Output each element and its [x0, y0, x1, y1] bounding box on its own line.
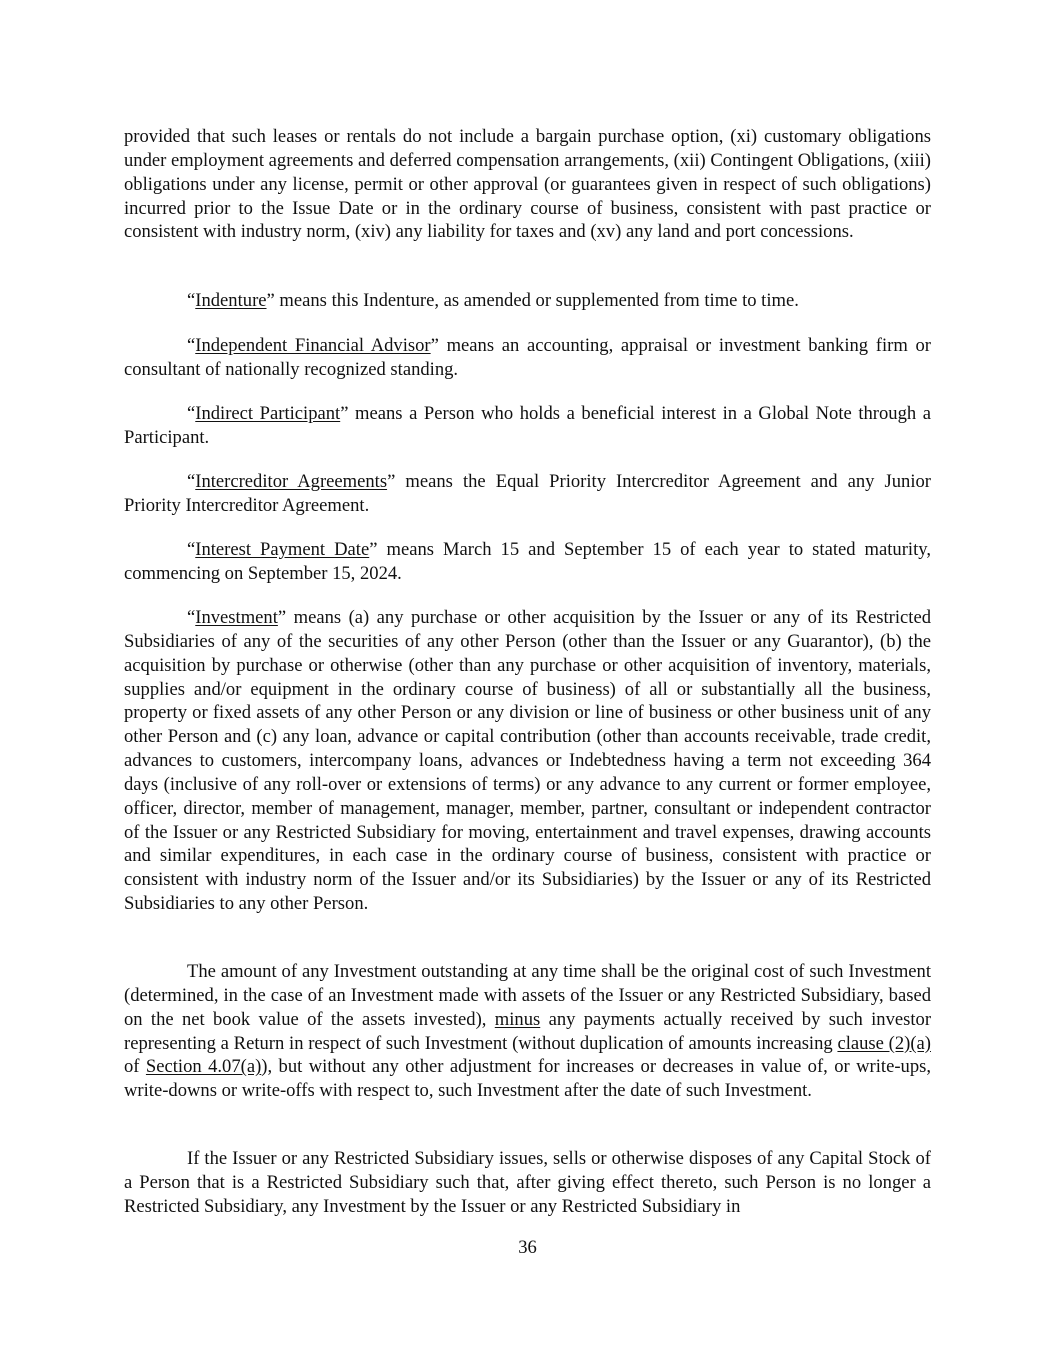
emphasis-minus: minus — [494, 1008, 541, 1030]
paragraph-text: provided that such leases or rentals do not include a bargain purchase option, (xi) customary obligations under employment agreements and deferred compensation arrangements, (xii) Contingent Obligations, (xiii) obligations under any license, permit or other approval (or guarantees given in respect of such obligations) incurred prior to the Issue Date or in the ordinary course of business, consistent with past practice or consistent with industry norm, (xiv) any liability for taxes and (xv) any land and port concessions. — [124, 126, 931, 243]
defined-term: Indirect Participant — [195, 403, 341, 424]
definition-text: ” means the Equal Priority Intercreditor Agreement and any Junior Priority Intercreditor Agreement. — [124, 471, 931, 516]
paragraph-text: If the Issuer or any Restricted Subsidiary issues, sells or otherwise disposes of any Capital Stock of a Person that is a Restricted Subsidiary such that, after giving effect thereto, such Person is no longer a Restricted Subsidiary, any Investment by the Issuer or any Restricted Subsidiary in — [124, 1148, 931, 1217]
cross-reference-clause: clause (2)(a) — [837, 1032, 931, 1054]
defined-term: Investment — [195, 607, 278, 628]
paragraph-disposition — [124, 1147, 931, 1219]
definition-text: ” means (a) any purchase or other acquisition by the Issuer or any of its Restricted Subsidiaries of any of the securities of any other Person (other than the Issuer or any Guarantor), (b) the acquisition by purchase or otherwise (other than any purchase or other acquisition of inventory, materials, supplies and/or equipment in the ordinary course of business) of all or substantially all the business, property or fixed assets of any other Person or any division or line of business or other business unit of any other Person and (c) any loan, advance or capital contribution (other than accounts receivable, trade credit, advances to customers, intercompany loans, advances or Indebtedness having a term not exceeding 364 days (inclusive of any roll-over or extensions of terms) or any advance to any current or former employee, officer, director, member of management, manager, member, partner, consultant or independent contractor of the Issuer or any Restricted Subsidiary for moving, entertainment and travel expenses, drawing accounts and similar expenditures, in each case in the ordinary course of business, consistent with practice or consistent with industry norm of the Issuer and/or its Subsidiaries) by the Issuer or any of its Restricted Subsidiaries to any other Person. — [124, 607, 931, 915]
defined-term: Independent Financial Advisor — [195, 335, 431, 356]
definition-intercreditor-agreements: “Intercreditor Agreements” means the Equal Priority Intercreditor Agreement and any Junior Priority Intercreditor Agreement. — [124, 471, 931, 516]
definition-indirect-participant: “Indirect Participant” means a Person who holds a beneficial interest in a Global Note through a Participant. — [124, 403, 931, 448]
defined-term: Indenture — [195, 290, 267, 311]
paragraph-investment-amount: The amount of any Investment outstanding at any time shall be the original cost of such Investment (determined, in the case of an Investment made with assets of the Issuer or any Restricted Subsidiary, based on the net book value of the assets invested), minus any payments actually received by such investor representing a Return in respect of such Investment (without duplication of amounts increasing clause (2)(a) of Section 4.07(a)), but without any other adjustment for increases or decreases in value of, or write-ups, write-downs or write-offs with respect to, such Investment after the date of such Investment. — [124, 961, 932, 1102]
definition-text: ” means March 15 and September 15 of each year to stated maturity, commencing on September 15, 2024. — [124, 539, 931, 584]
defined-term: Interest Payment Date — [195, 539, 370, 560]
defined-term: Intercreditor Agreements — [195, 471, 388, 492]
definition-independent-financial-advisor: “Independent Financial Advisor” means an accounting, appraisal or investment banking firm or consultant of nationally recognized standing. — [124, 335, 931, 380]
definition-text: ” means an accounting, appraisal or investment banking firm or consultant of nationally recognized standing. — [124, 335, 931, 380]
page-number: 36 — [518, 1237, 537, 1258]
definition-indenture: “Indenture” means this Indenture, as amended or supplemented from time to time. — [187, 290, 799, 311]
definition-investment: “Investment” means (a) any purchase or other acquisition by the Issuer or any of its Restricted Subsidiaries of any of the securities of any other Person (other than the Issuer or any Guarantor), (b) the acquisition by purchase or otherwise (other than any purchase or other acquisition of inventory, materials, supplies and/or equipment in the ordinary course of business) of all or substantially all the business, property or fixed assets of any other Person or any division or line of business or other business unit of any other Person and (c) any loan, advance or capital contribution (other than accounts receivable, trade credit, advances to customers, intercompany loans, advances or Indebtedness having a term not exceeding 364 days (inclusive of any roll-over or extensions of terms) or any advance to any current or former employee, officer, director, member of management, manager, member, partner, consultant or independent contractor of the Issuer or any Restricted Subsidiary for moving, entertainment and travel expenses, drawing accounts and similar expenditures, in each case in the ordinary course of business, consistent with practice or consistent with industry norm of the Issuer and/or its Subsidiaries) by the Issuer or any of its Restricted Subsidiaries to any other Person. — [124, 607, 931, 915]
definition-text: ” means a Person who holds a beneficial interest in a Global Note through a Participant. — [124, 403, 931, 448]
definition-text: ” means this Indenture, as amended or supplemented from time to time. — [266, 290, 799, 311]
definition-interest-payment-date: “Interest Payment Date” means March 15 and September 15 of each year to stated maturity, commencing on September 15, 2024. — [124, 539, 931, 584]
cross-reference-section: Section 4.07(a) — [145, 1056, 262, 1078]
paragraph-permitted-obligations-continued — [124, 125, 931, 244]
